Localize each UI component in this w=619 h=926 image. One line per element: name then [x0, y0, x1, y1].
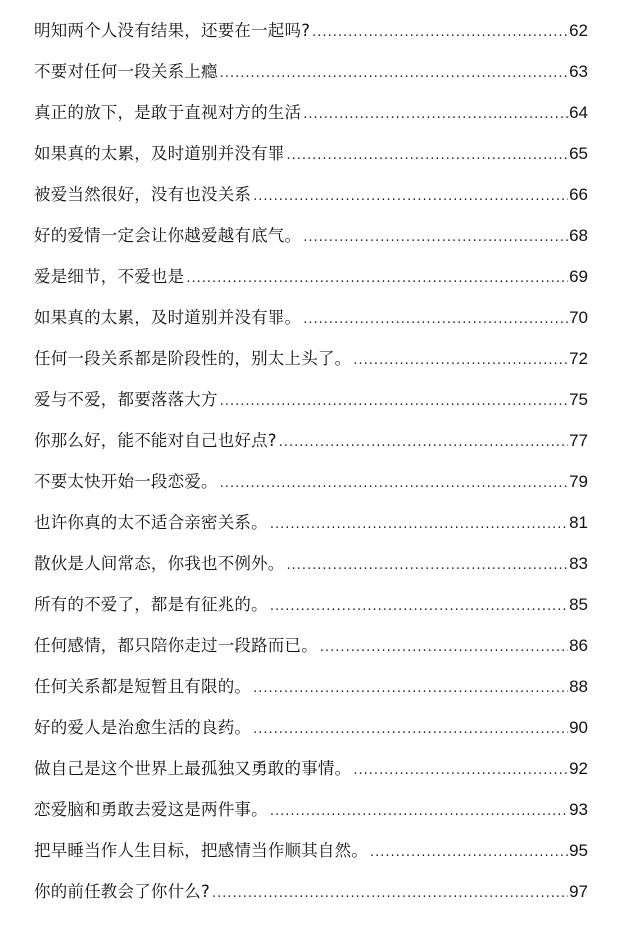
- dot-leader: [186, 258, 568, 299]
- toc-entry[interactable]: [34, 789, 588, 830]
- toc-entry-page: 69: [569, 267, 588, 286]
- dot-leader: [220, 463, 568, 504]
- toc-entry-page: 75: [569, 390, 588, 409]
- toc-entry[interactable]: [34, 707, 588, 748]
- toc-entry-page: 72: [569, 349, 588, 368]
- toc-entry-page: 90: [569, 718, 588, 737]
- toc-entry-page: 86: [569, 636, 588, 655]
- toc-entry[interactable]: [34, 625, 588, 666]
- toc-entry[interactable]: [34, 543, 588, 584]
- toc-entry-title: 你那么好，能不能对自己也好点?: [34, 431, 277, 450]
- dot-leader: [312, 12, 568, 53]
- toc-entry-page: 70: [569, 308, 588, 327]
- toc-entry-title: 好的爱情一定会让你越爱越有底气。: [34, 226, 302, 245]
- toc-entry-page: 68: [569, 226, 588, 245]
- dot-leader: [303, 217, 568, 258]
- toc-entry[interactable]: [34, 92, 588, 133]
- toc-entry-page: 81: [569, 513, 588, 532]
- toc-entry-title: 不要对任何一段关系上瘾: [34, 62, 218, 81]
- dot-leader: [212, 873, 568, 914]
- toc-entry-page: 62: [569, 21, 588, 40]
- dot-leader: [253, 709, 568, 750]
- dot-leader: [370, 832, 568, 873]
- toc-entry-title: 把早睡当作人生目标，把感情当作顺其自然。: [34, 841, 368, 860]
- dot-leader: [353, 340, 568, 381]
- toc-entry[interactable]: [34, 215, 588, 256]
- dot-leader: [270, 791, 568, 832]
- toc-entry-page: 83: [569, 554, 588, 573]
- toc-entry-page: 97: [569, 882, 588, 901]
- dot-leader: [270, 586, 568, 627]
- toc-entry[interactable]: [34, 502, 588, 543]
- toc-entry[interactable]: [34, 871, 588, 912]
- toc-entry-title: 散伙是人间常态，你我也不例外。: [34, 554, 285, 573]
- toc-entry-page: 77: [569, 431, 588, 450]
- toc-entry-title: 恋爱脑和勇敢去爱这是两件事。: [34, 800, 268, 819]
- dot-leader: [353, 750, 568, 791]
- toc-entry-title: 被爱当然很好，没有也没关系: [34, 185, 252, 204]
- toc-entry[interactable]: [34, 256, 588, 297]
- toc-entry-page: 66: [569, 185, 588, 204]
- toc-entry-page: 65: [569, 144, 588, 163]
- dot-leader: [287, 135, 569, 176]
- toc-entry-page: 64: [569, 103, 588, 122]
- toc-entry-page: 95: [569, 841, 588, 860]
- toc-entry-title: 明知两个人没有结果，还要在一起吗?: [34, 21, 311, 40]
- toc-entry[interactable]: [34, 748, 588, 789]
- dot-leader: [303, 94, 568, 135]
- toc-entry[interactable]: [34, 420, 588, 461]
- toc-entry-page: 63: [569, 62, 588, 81]
- toc-entry-title: 如果真的太累，及时道别并没有罪。: [34, 308, 302, 327]
- toc-entry[interactable]: [34, 830, 588, 871]
- toc-entry-title: 好的爱人是治愈生活的良药。: [34, 718, 252, 737]
- toc-entry[interactable]: [34, 133, 588, 174]
- dot-leader: [287, 545, 569, 586]
- dot-leader: [220, 53, 568, 94]
- dot-leader: [270, 504, 568, 545]
- toc-entry[interactable]: [34, 666, 588, 707]
- toc-entry-title: 也许你真的太不适合亲密关系。: [34, 513, 268, 532]
- toc-entry-title: 你的前任教会了你什么?: [34, 882, 210, 901]
- toc-entry[interactable]: [34, 297, 588, 338]
- table-of-contents: [34, 10, 588, 912]
- toc-entry-title: 任何一段关系都是阶段性的，别太上头了。: [34, 349, 352, 368]
- toc-entry[interactable]: [34, 51, 588, 92]
- toc-entry-page: 88: [569, 677, 588, 696]
- toc-entry-title: 所有的不爱了，都是有征兆的。: [34, 595, 268, 614]
- toc-entry[interactable]: [34, 10, 588, 51]
- toc-entry[interactable]: [34, 338, 588, 379]
- toc-entry-title: 爱与不爱，都要落落大方: [34, 390, 218, 409]
- toc-entry-title: 真正的放下，是敢于直视对方的生活: [34, 103, 302, 122]
- toc-entry-title: 不要太快开始一段恋爱。: [34, 472, 218, 491]
- toc-entry-title: 爱是细节，不爱也是: [34, 267, 185, 286]
- toc-entry-page: 93: [569, 800, 588, 819]
- toc-entry-page: 85: [569, 595, 588, 614]
- dot-leader: [303, 299, 568, 340]
- toc-entry-title: 任何感情，都只陪你走过一段路而已。: [34, 636, 318, 655]
- toc-entry[interactable]: [34, 584, 588, 625]
- dot-leader: [320, 627, 568, 668]
- dot-leader: [253, 668, 568, 709]
- toc-entry-page: 79: [569, 472, 588, 491]
- toc-entry[interactable]: [34, 379, 588, 420]
- toc-entry-title: 如果真的太累，及时道别并没有罪: [34, 144, 285, 163]
- toc-entry-title: 任何关系都是短暂且有限的。: [34, 677, 252, 696]
- toc-entry-page: 92: [569, 759, 588, 778]
- dot-leader: [253, 176, 568, 217]
- dot-leader: [220, 381, 568, 422]
- toc-entry[interactable]: [34, 174, 588, 215]
- dot-leader: [279, 422, 568, 463]
- toc-entry[interactable]: [34, 461, 588, 502]
- toc-entry-title: 做自己是这个世界上最孤独又勇敢的事情。: [34, 759, 352, 778]
